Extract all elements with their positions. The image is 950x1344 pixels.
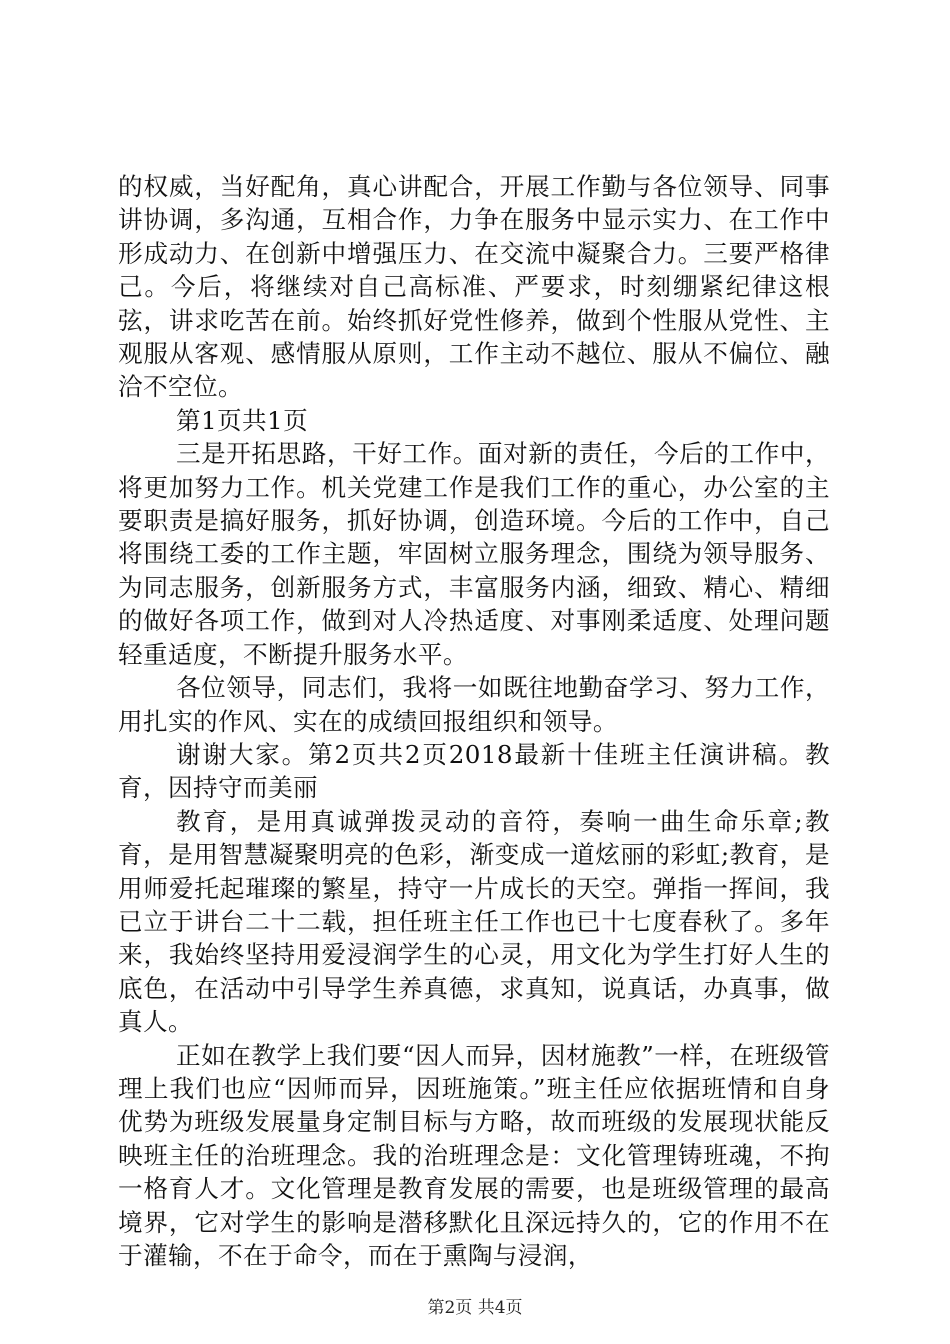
document-body — [118, 170, 830, 1272]
paragraph-3: 三是开拓思路，干好工作。面对新的责任，今后的工作中，将更加努力工作。机关党建工作是我们工作的重心，办公室的主要职责是搞好服务，抓好协调，创造环境。今后的工作中，自己将围绕工委的工作主题，牢固树立服务理念，围绕为领导服务、为同志服务，创新服务方式，丰富服务内涵，细致、精心、精细的做好各项工作，做到对人冷热适度、对事刚柔适度、处理问题轻重适度，不断提升服务水平。 — [118, 439, 830, 669]
paragraph-1: 的权威，当好配角，真心讲配合，开展工作勤与各位领导、同事讲协调，多沟通，互相合作，力争在服务中显示实力、在工作中形成动力、在创新中增强压力、在交流中凝聚合力。三要严格律己。今后，将继续对自己高标准、严要求，时刻绷紧纪律这根弦，讲求吃苦在前。始终抓好党性修养，做到个性服从党性、主观服从客观、感情服从原则，工作主动不越位、服从不偏位、融洽不空位。 — [118, 172, 830, 402]
paragraph-5: 谢谢大家。第2页共2页2018最新十佳班主任演讲稿。教育，因持守而美丽 — [118, 739, 830, 803]
paragraph-7: 正如在教学上我们要“因人而异，因材施教”一样，在班级管理上我们也应“因师而异，因班施策。”班主任应依据班情和自身优势为班级发展量身定制目标与方略，故而班级的发展现状能反映班主任的治班理念。我的治班理念是：文化管理铸班魂，不拘一格育人才。文化管理是教育发展的需要，也是班级管理的最高境界，它对学生的影响是潜移默化且深远持久的，它的作用不在于灌输，不在于命令，而在于熏陶与浸润， — [118, 1040, 830, 1270]
paragraph-2: 第1页共1页 — [176, 405, 309, 435]
page-number-footer: 第2页 共4页 — [427, 1298, 523, 1318]
paragraph-4: 各位领导，同志们，我将一如既往地勤奋学习、努力工作，用扎实的作风、实在的成绩回报组织和领导。 — [118, 673, 830, 736]
paragraph-6: 教育，是用真诚弹拨灵动的音符，奏响一曲生命乐章;教育，是用智慧凝聚明亮的色彩，渐变成一道炫丽的彩虹;教育，是用师爱托起璀璨的繁星，持守一片成长的天空。弹指一挥间，我已立于讲台二十二载，担任班主任工作也已十七度春秋了。多年来，我始终坚持用爱浸润学生的心灵，用文化为学生打好人生的底色，在活动中引导学生养真德，求真知，说真话，办真事，做真人。 — [118, 806, 830, 1037]
